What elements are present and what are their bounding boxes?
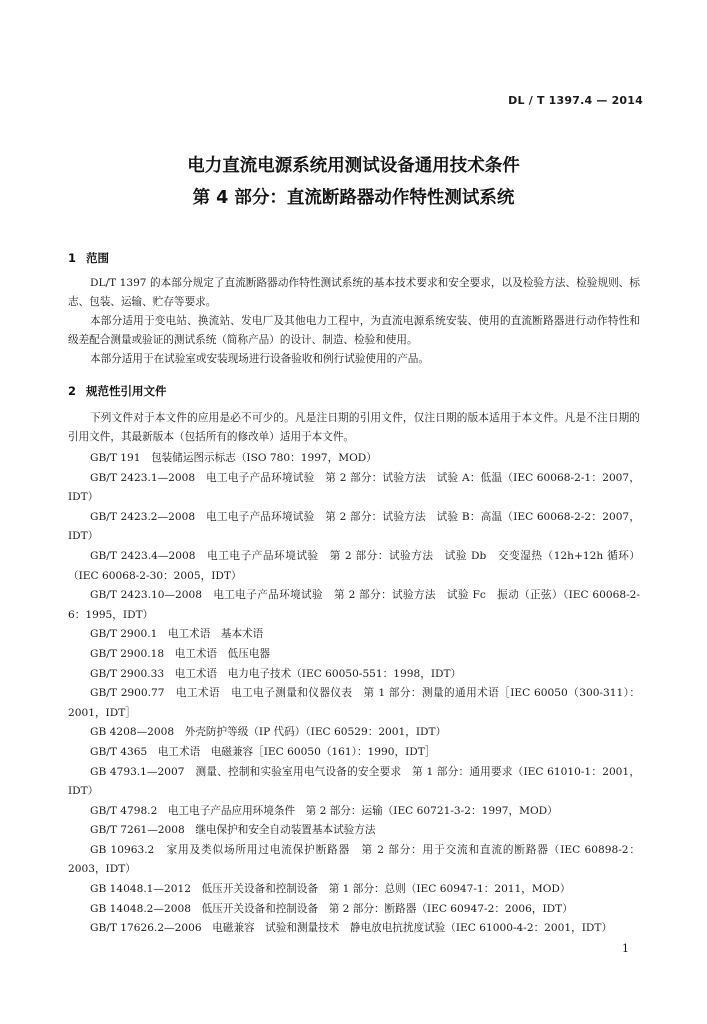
reference-item: GB/T 4798.2 电工电子产品应用环境条件 第 2 部分：运输（IEC 60721-3-2：1997，MOD） (90, 804, 558, 817)
reference-item: GB 14048.2—2008 低压开关设备和控制设备 第 2 部分：断路器（IEC 60947-2：2006，IDT） (90, 902, 573, 915)
reference-item: GB/T 191 包装储运图示标志（ISO 780：1997，MOD） (90, 452, 377, 464)
section-title: 范围 (86, 251, 109, 265)
reference-item: GB 14048.1—2012 低压开关设备和控制设备 第 1 部分：总则（IEC 60947-1：2011，MOD） (90, 883, 571, 896)
section-1-heading (68, 250, 109, 266)
reference-item: GB/T 4365 电工术语 电磁兼容［IEC 60050（161）：1990，IDT］ (90, 745, 436, 758)
reference-item: GB/T 2423.1—2008 电工电子产品环境试验 第 2 部分：试验方法 试验 A：低温（IEC 60068-2-1：2007，IDT） (68, 471, 640, 504)
section-2-heading (68, 383, 167, 399)
reference-item: GB/T 2423.10—2008 电工电子产品环境试验 第 2 部分：试验方法 试验 Fc 振动（正弦）（IEC 60068-2-6：1995，IDT） (68, 589, 640, 621)
paragraph: 本部分适用于变电站、换流站、发电厂及其他电力工程中，为直流电源系统安装、使用的直流断路器进行动作特性和级差配合测量或验证的测试系统（简称产品）的设计、制造、检验和使用。 (68, 315, 640, 346)
reference-item: GB/T 2900.18 电工术语 低压电器 (90, 647, 270, 660)
reference-item: GB/T 2900.33 电工术语 电力电子技术（IEC 60050-551：1998，IDT） (90, 667, 462, 680)
reference-item: GB/T 2900.1 电工术语 基本术语 (90, 628, 264, 641)
section-number: 1 (68, 251, 77, 265)
reference-item: GB/T 2900.77 电工术语 电工电子测量和仪器仪表 第 1 部分：测量的通用术语［IEC 60050（300-311）：2001，IDT］ (68, 687, 640, 719)
document-title-line2: 第 4 部分：直流断路器动作特性测试系统 (192, 188, 515, 208)
page-number: 1 (622, 942, 629, 955)
document-title-line1: 电力直流电源系统用测试设备通用技术条件 (187, 156, 520, 176)
reference-item: GB 4208—2008 外壳防护等级（IP 代码）（IEC 60529：2001，IDT） (90, 726, 447, 739)
reference-item: GB 10963.2 家用及类似场所用过电流保护断路器 第 2 部分：用于交流和直流的断路器（IEC 60898-2：2003，IDT） (68, 843, 640, 876)
paragraph: 下列文件对于本文件的应用是必不可少的。凡是注日期的引用文件，仅注日期的版本适用于本文件。凡是不注日期的引用文件，其最新版本（包括所有的修改单）适用于本文件。 (68, 412, 640, 443)
section-title: 规范性引用文件 (86, 384, 167, 398)
reference-item: GB/T 7261—2008 继电保护和安全自动装置基本试验方法 (90, 824, 376, 837)
reference-item: GB/T 17626.2—2006 电磁兼容 试验和测量技术 静电放电抗扰度试验（IEC 61000-4-2：2001，IDT） (90, 922, 613, 935)
reference-item: GB/T 2423.2—2008 电工电子产品环境试验 第 2 部分：试验方法 试验 B：高温（IEC 60068-2-2：2007，IDT） (68, 510, 640, 543)
section-1-body (68, 274, 640, 369)
section-2-intro (68, 409, 640, 447)
section-number: 2 (68, 384, 77, 398)
normative-references-list (68, 449, 640, 939)
reference-item: GB/T 2423.4—2008 电工电子产品环境试验 第 2 部分：试验方法 试验 Db 交变湿热（12h+12h 循环）（IEC 60068-2-30：2005，IDT） (68, 549, 640, 582)
paragraph: 本部分适用于在试验室或安装现场进行设备验收和例行试验使用的产品。 (90, 353, 429, 365)
reference-item: GB 4793.1—2007 测量、控制和实验室用电气设备的安全要求 第 1 部分：通用要求（IEC 61010-1：2001，IDT） (68, 765, 640, 798)
paragraph: DL/T 1397 的本部分规定了直流断路器动作特性测试系统的基本技术要求和安全要求，以及检验方法、检验规则、标志、包装、运输、贮存等要求。 (68, 277, 640, 308)
standard-code: DL / T 1397.4 — 2014 (508, 94, 643, 107)
